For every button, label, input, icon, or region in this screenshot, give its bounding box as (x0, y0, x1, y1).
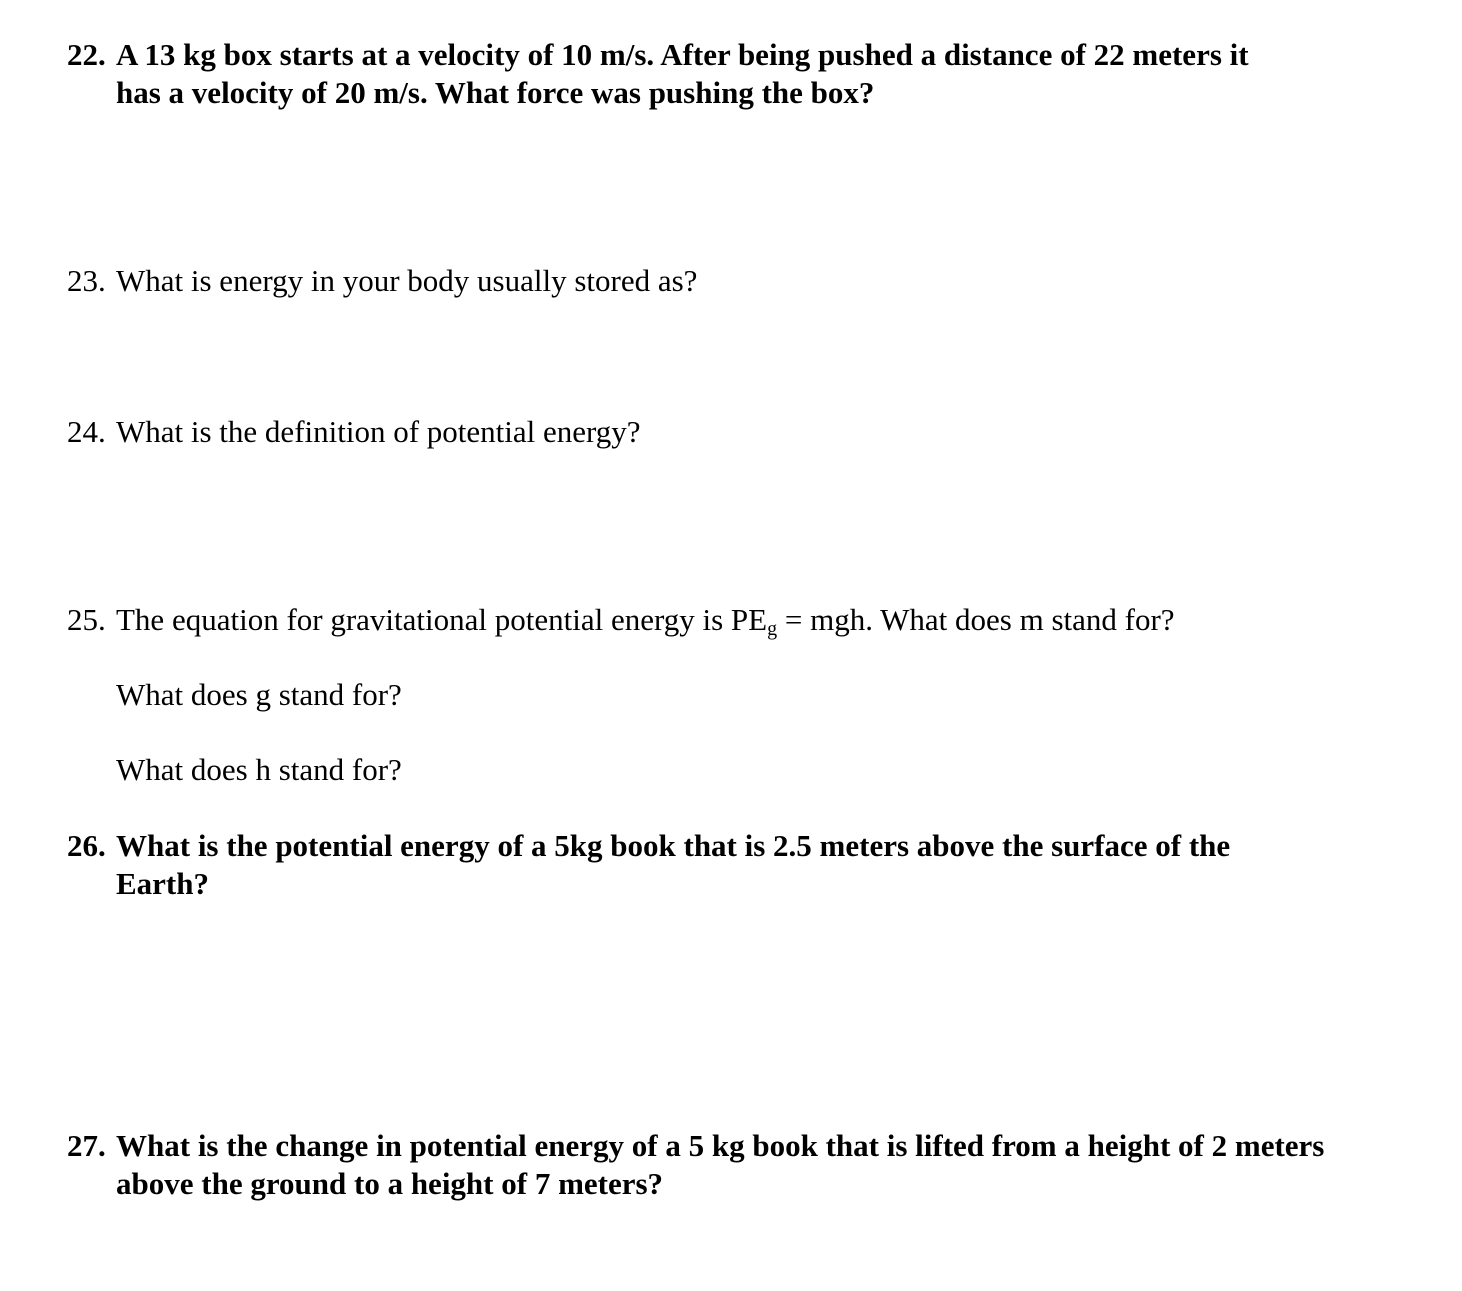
question-22 (67, 36, 1267, 112)
question-text (116, 601, 1367, 639)
question-number: 26. (67, 828, 106, 863)
question-27 (67, 1127, 1367, 1203)
question-text-part: = mgh. What does m stand for? (777, 602, 1175, 637)
question-text: What is the potential energy of a 5kg book that is 2.5 meters above the surface of the Earth? (116, 828, 1231, 901)
question-25 (67, 601, 1367, 639)
question-26 (67, 827, 1327, 903)
question-25-followup-g: What does g stand for? (116, 677, 402, 712)
question-number: 22. (67, 37, 106, 72)
subscript-g: g (767, 618, 778, 640)
question-25-followup-h: What does h stand for? (116, 752, 402, 787)
question-text-part: The equation for gravitational potential energy is PE (116, 602, 768, 637)
question-text: What is the definition of potential energy? (116, 414, 641, 449)
question-number: 25. (67, 602, 106, 637)
question-24 (67, 413, 1367, 451)
question-text: A 13 kg box starts at a velocity of 10 m/s. After being pushed a distance of 22 meters it has a velocity of 20 m/s. What force was pushing the box? (116, 37, 1249, 110)
question-number: 23. (67, 263, 106, 298)
question-number: 24. (67, 414, 106, 449)
question-text: What is energy in your body usually stored as? (116, 263, 698, 298)
question-number: 27. (67, 1128, 106, 1163)
question-text: What is the change in potential energy of a 5 kg book that is lifted from a height of 2 meters above the ground to a height of 7 meters? (116, 1128, 1325, 1201)
question-23 (67, 262, 1367, 300)
